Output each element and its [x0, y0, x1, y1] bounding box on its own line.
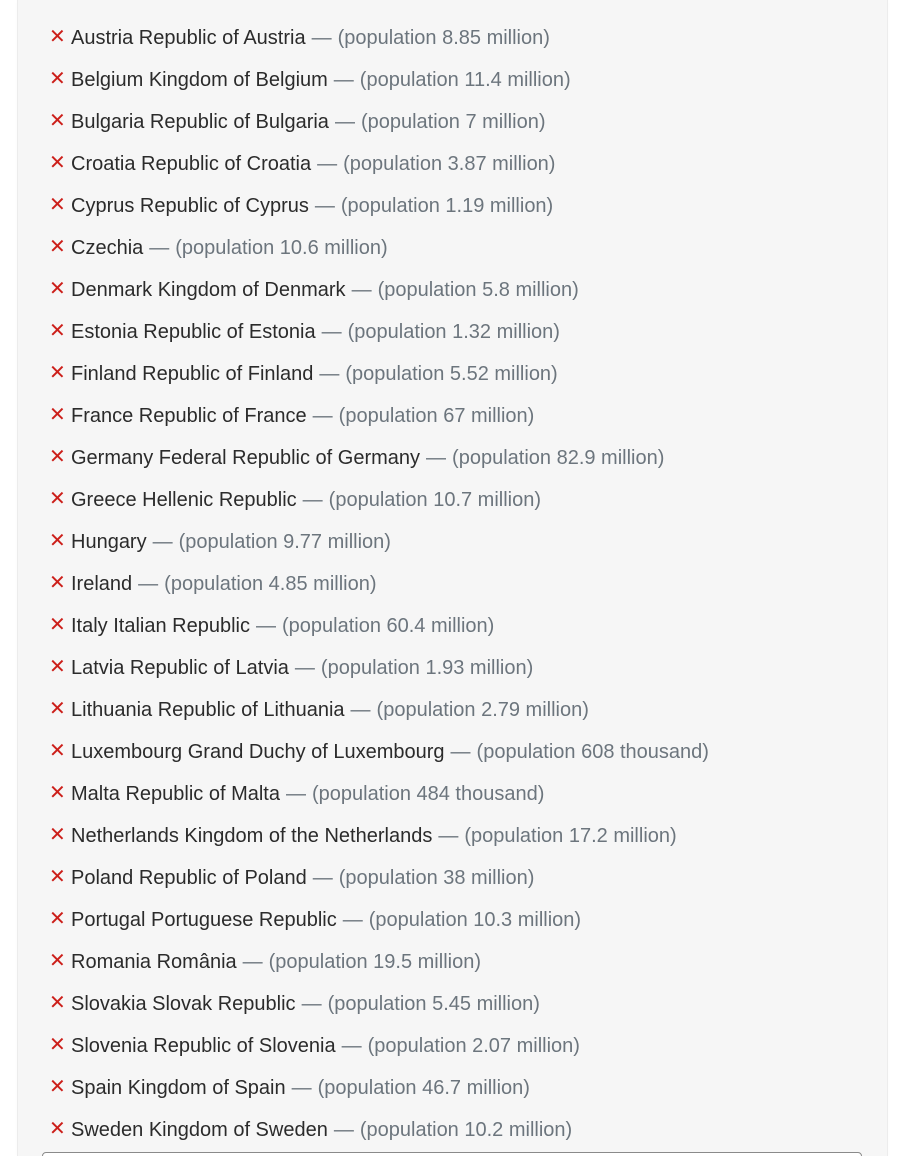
country-population: (population 4.85 million) [164, 573, 377, 595]
separator-dash: — [350, 699, 371, 721]
selected-country-item [49, 311, 887, 353]
separator-dash: — [311, 27, 332, 49]
country-name: Estonia Republic of Estonia [71, 321, 316, 343]
remove-icon[interactable]: ✕ [49, 152, 66, 174]
country-population: (population 1.93 million) [320, 657, 534, 679]
country-population: (population 608 thousand) [476, 741, 709, 763]
remove-icon[interactable]: ✕ [49, 908, 66, 930]
remove-icon[interactable]: ✕ [49, 488, 66, 510]
separator-dash: — [334, 111, 355, 133]
selected-country-item [49, 269, 887, 311]
country-name: Romania România [71, 951, 237, 973]
country-name: Spain Kingdom of Spain [71, 1077, 286, 1099]
selected-country-item [49, 353, 887, 395]
country-population: (population 11.4 million) [359, 69, 571, 91]
country-name: France Republic of France [71, 405, 307, 427]
separator-dash: — [302, 489, 323, 511]
selected-country-item [49, 815, 887, 857]
country-population: (population 19.5 million) [268, 951, 481, 973]
remove-icon[interactable]: ✕ [49, 1118, 66, 1140]
selected-country-item [49, 479, 887, 521]
country-name: Slovenia Republic of Slovenia [71, 1035, 336, 1057]
selected-countries-list [49, 17, 887, 1151]
separator-dash: — [301, 993, 322, 1015]
remove-icon[interactable]: ✕ [49, 614, 66, 636]
separator-dash: — [351, 279, 372, 301]
country-population: (population 1.19 million) [340, 195, 554, 217]
selected-country-item [49, 1067, 887, 1109]
selected-country-item [49, 773, 887, 815]
separator-dash: — [149, 237, 170, 259]
separator-dash: — [342, 909, 363, 931]
country-population: (population 10.2 million) [359, 1119, 573, 1141]
country-name: Hungary [71, 531, 147, 553]
selected-country-item [49, 1109, 887, 1151]
selected-country-item [49, 857, 887, 899]
remove-icon[interactable]: ✕ [49, 698, 66, 720]
remove-icon[interactable]: ✕ [49, 1034, 66, 1056]
separator-dash: — [426, 447, 447, 469]
country-population: (population 5.52 million) [345, 363, 558, 385]
selected-countries-panel [18, 0, 887, 1156]
country-population: (population 3.87 million) [343, 153, 556, 175]
remove-icon[interactable]: ✕ [49, 950, 66, 972]
country-population: (population 17.2 million) [464, 825, 677, 847]
selected-country-item [49, 1025, 887, 1067]
separator-dash: — [321, 321, 342, 343]
country-name: Italy Italian Republic [71, 615, 250, 637]
separator-dash: — [152, 531, 173, 553]
separator-dash: — [294, 657, 315, 679]
separator-dash: — [312, 867, 333, 889]
separator-dash: — [242, 951, 263, 973]
remove-icon[interactable]: ✕ [49, 278, 66, 300]
separator-dash: — [333, 69, 354, 91]
separator-dash: — [285, 783, 306, 805]
selected-country-item [49, 143, 887, 185]
selected-country-item [49, 521, 887, 563]
remove-icon[interactable]: ✕ [49, 740, 66, 762]
country-name: Portugal Portuguese Republic [71, 909, 337, 931]
country-name: Slovakia Slovak Republic [71, 993, 296, 1015]
country-population: (population 8.85 million) [337, 27, 550, 49]
remove-icon[interactable]: ✕ [49, 236, 66, 258]
country-name: Belgium Kingdom of Belgium [71, 69, 328, 91]
country-population: (population 60.4 million) [281, 615, 495, 637]
country-population: (population 10.7 million) [328, 489, 542, 511]
selected-country-item [49, 185, 887, 227]
separator-dash: — [317, 153, 338, 175]
country-name: Malta Republic of Malta [71, 783, 280, 805]
country-name: Netherlands Kingdom of the Netherlands [71, 825, 433, 847]
country-name: Greece Hellenic Republic [71, 489, 297, 511]
country-name: Lithuania Republic of Lithuania [71, 699, 345, 721]
country-population: (population 9.77 million) [178, 531, 391, 553]
separator-dash: — [291, 1077, 312, 1099]
country-name: Sweden Kingdom of Sweden [71, 1119, 328, 1141]
country-name: Latvia Republic of Latvia [71, 657, 289, 679]
selected-country-item [49, 689, 887, 731]
country-population: (population 5.45 million) [327, 993, 540, 1015]
remove-icon[interactable]: ✕ [49, 194, 66, 216]
selected-country-item [49, 227, 887, 269]
selected-country-item [49, 59, 887, 101]
selected-country-item [49, 899, 887, 941]
country-name: Poland Republic of Poland [71, 867, 307, 889]
remove-icon[interactable]: ✕ [49, 1076, 66, 1098]
country-name: Ireland [71, 573, 133, 595]
selected-country-item [49, 605, 887, 647]
country-name: Germany Federal Republic of Germany [71, 447, 421, 469]
country-name: Finland Republic of Finland [71, 363, 314, 385]
country-population: (population 82.9 million) [452, 447, 665, 469]
country-name: Cyprus Republic of Cyprus [71, 195, 309, 217]
country-population: (population 2.07 million) [367, 1035, 580, 1057]
separator-dash: — [450, 741, 471, 763]
country-population: (population 67 million) [338, 405, 535, 427]
separator-dash: — [138, 573, 159, 595]
country-population: (population 1.32 million) [347, 321, 560, 343]
country-name: Denmark Kingdom of Denmark [71, 279, 346, 301]
selected-country-item [49, 101, 887, 143]
remove-icon[interactable]: ✕ [49, 656, 66, 678]
selected-country-item [49, 563, 887, 605]
remove-icon[interactable]: ✕ [49, 362, 66, 384]
selected-country-item [49, 437, 887, 479]
country-name: Czechia [71, 237, 144, 259]
remove-icon[interactable]: ✕ [49, 404, 66, 426]
separator-dash: — [341, 1035, 362, 1057]
remove-icon[interactable]: ✕ [49, 782, 66, 804]
remove-icon[interactable]: ✕ [49, 26, 66, 48]
country-name: Austria Republic of Austria [71, 27, 306, 49]
country-population: (population 46.7 million) [317, 1077, 530, 1099]
selected-country-item [49, 731, 887, 773]
country-population: (population 10.3 million) [368, 909, 582, 931]
remove-icon[interactable]: ✕ [49, 446, 66, 468]
remove-icon[interactable]: ✕ [49, 530, 66, 552]
selected-country-item [49, 395, 887, 437]
country-population: (population 7 million) [360, 111, 546, 133]
selected-country-item [49, 983, 887, 1025]
remove-icon[interactable]: ✕ [49, 68, 66, 90]
separator-dash: — [314, 195, 335, 217]
selected-country-item [49, 647, 887, 689]
separator-dash: — [255, 615, 276, 637]
separator-dash: — [438, 825, 459, 847]
remove-icon[interactable]: ✕ [49, 824, 66, 846]
remove-icon[interactable]: ✕ [49, 866, 66, 888]
selected-country-item [49, 17, 887, 59]
country-population: (population 484 thousand) [311, 783, 545, 805]
separator-dash: — [312, 405, 333, 427]
country-population: (population 2.79 million) [376, 699, 589, 721]
remove-icon[interactable]: ✕ [49, 992, 66, 1014]
country-name: Luxembourg Grand Duchy of Luxembourg [71, 741, 445, 763]
separator-dash: — [319, 363, 340, 385]
country-population: (population 5.8 million) [377, 279, 579, 301]
remove-icon[interactable]: ✕ [49, 320, 66, 342]
country-name: Bulgaria Republic of Bulgaria [71, 111, 329, 133]
remove-icon[interactable]: ✕ [49, 110, 66, 132]
selected-country-item [49, 941, 887, 983]
remove-icon[interactable]: ✕ [49, 572, 66, 594]
country-search-input[interactable] [42, 1152, 862, 1156]
country-population: (population 38 million) [338, 867, 535, 889]
country-population: (population 10.6 million) [175, 237, 388, 259]
country-name: Croatia Republic of Croatia [71, 153, 312, 175]
separator-dash: — [333, 1119, 354, 1141]
